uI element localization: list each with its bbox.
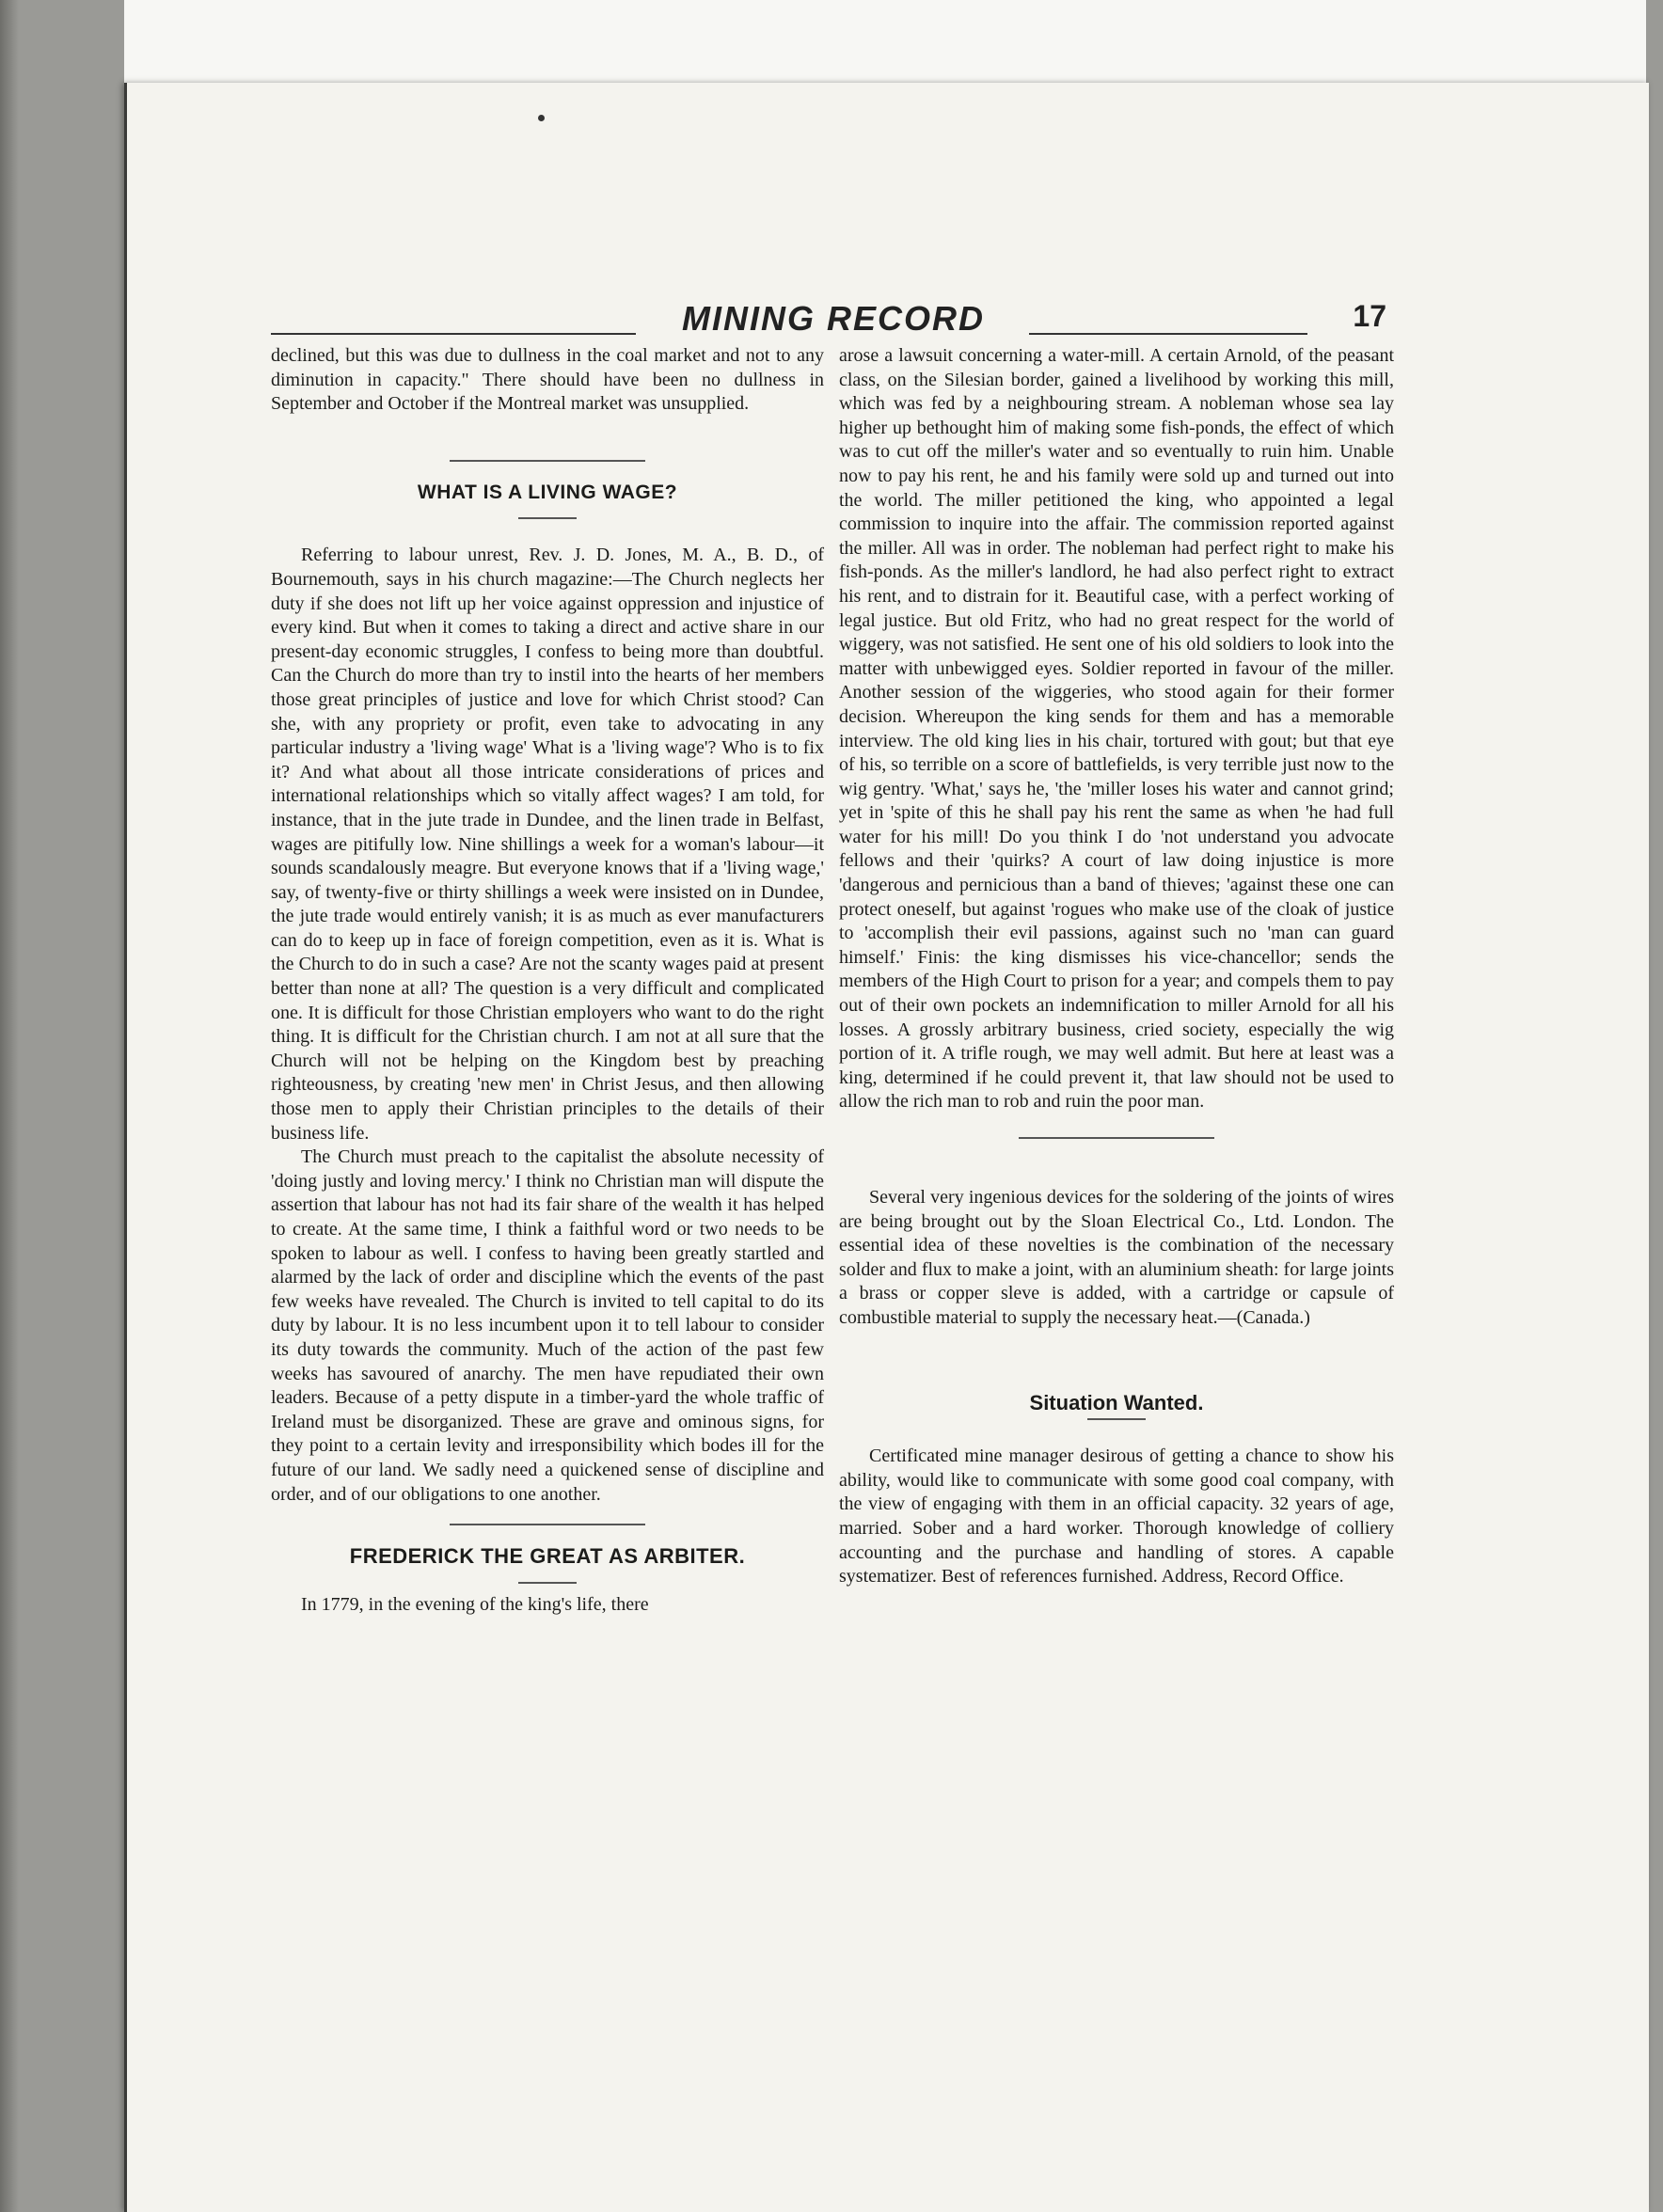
continued-text: declined, but this was due to dullness in the coal market and not to any diminution in capacity." There should have been no dullness in September and October if the Montreal market was unsupplied. [271,345,824,415]
section-divider [450,1524,645,1525]
header-rule-right [1029,333,1307,335]
article-heading-living-wage: WHAT IS A LIVING WAGE? [417,481,678,503]
article-heading-frederick: FREDERICK THE GREAT AS ARBITER. [349,1544,746,1569]
advert-heading-situation-wanted: Situation Wanted. [1029,1390,1204,1414]
scan-binding-edge [0,0,19,2212]
article-paragraph: Referring to labour unrest, Rev. J. D. Jones, M. A., B. D., of Bournemouth, says in his church magazine:—The Church neglects her duty if she does not lift up her voice against oppression and injustice of every kind. But when it comes to taking a direct and active share in our present-day economic struggles, I confess to being more than doubtful. Can the Church do more than try to instil into the hearts of her members those great principles of justice and love for which Christ stood? Can she, with any propriety or profit, even take to advocating in any particular industry a 'living wage' What is a 'living wage'? Who is to fix it? And what about all those intricate considerations of prices and international relationships which so vitally affect wages? I am told, for instance, that in the jute trade in Dundee, and the linen trade in Belfast, wages are pitifully low. Nine shillings a week for a woman's labour—it sounds scandalously meagre. But everyone knows that if a 'living wage,' say, of twenty-five or thirty shillings a week were insisted on in Dundee, the jute trade would entirely vanish; it is as much as ever manufacturers can do to keep up in face of foreign competition, even as it is. What is the Church to do in such a case? Are not the scanty wages paid at present better than none at all? The question is a very difficult and complicated one. It is difficult for those Christian employers who want to do the right thing. It is difficult for the Christian church. I am not at all sure that the Church will not be helping on the Kingdom best by preaching righteousness, by creating 'new men' in Christ Jesus, and then allowing those men to apply their Christian principles to the details of their business life. [271,545,824,1144]
scan-top-margin [124,0,1646,83]
advert-body: Certificated mine manager desirous of getting a chance to show his ability, would like to communicate with some good coal company, with the view of engaging with them in an official capacity. 32 years of age, married. Sober and a hard worker. Thorough knowledge of colliery accounting and the purchase and handling of stores. A capable systematizer. Best of references furnished. Address, Record Office. [839,1446,1394,1588]
right-column [839,344,1394,1589]
header-rule-left [271,333,636,335]
journal-title: MINING RECORD [682,299,985,338]
article-paragraph: The Church must preach to the capitalist the absolute necessity of 'doing justly and loving mercy.' I think no Christian man will dispute the assertion that labour has not had its fair share of the wealth it has helped to create. At the same time, I think a faithful word or two needs to be spoken to labour as well. I confess to having been greatly startled and alarmed by the lack of order and discipline which the events of the past few weeks have revealed. The Church is invited to tell capital to do its duty by labour. It is no less incumbent upon it to tell labour to consider its duty towards the community. Much of the action of the past few weeks has savoured of anarchy. The men have repudiated their own leaders. Because of a petty dispute in a timber-yard the whole traffic of Ireland must be disorganized. These are grave and ominous signs, for they point to a certain levity and irresponsibility which bodes ill for the future of our land. We sadly need a quickened sense of discipline and order, and of our obligations to one another. [271,1146,824,1505]
page-number: 17 [1353,299,1386,333]
ink-speck [538,115,545,121]
left-column [271,344,824,1617]
article-paragraph: arose a lawsuit concerning a water-mill. A certain Arnold, of the peasant class, on the Silesian border, gained a livelihood by working this mill, which was fed by a neighbouring stream. A nobleman whose sea lay higher up bethought him of making some fish-ponds, the effect of which was to cut off the miller's water and so eventually to ruin him. Unable now to pay his rent, he and his family were sold up and turned out into the world. The miller petitioned the king, who appointed a legal commission to inquire into the affair. The commission reported against the miller. All was in order. The nobleman had perfect right to make his fish-ponds. As the miller's landlord, he had also perfect right to extract his rent, and to distrain for it. Beautiful case, with a perfect working of legal justice. But old Fritz, who had no great respect for the world of wiggery, was not satisfied. He sent one of his old soldiers to look into the matter with unbewigged eyes. Soldier reported in favour of the miller. Another session of the wiggeries, who stood again for their former decision. Whereupon the king sends for them and has a memorable interview. The old king lies in his chair, tortured with gout; but that eye of his, so terrible on a score of battlefields, is very terrible just now to the wig gentry. 'What,' says he, 'the 'miller loses his water and cannot grind; yet in 'spite of this he shall pay his rent the same as when 'he had full water for his mill! Do you think I do 'not understand you advocate fellows and their 'quirks? A court of law doing injustice is more 'dangerous and pernicious than a band of thieves; 'against these one can protect oneself, but against 'rogues who make use of the cloak of justice to 'accomplish their evil passions, against such no 'man can guard himself.' Finis: the king dismisses his vice-chancellor; sends the members of the High Court to prison for a year; and compels them to pay out of their own pockets an indemnification to miller Arnold for all his losses. A grossly arbitrary business, cried society, especially the wig portion of it. A trifle rough, we may well admit. But here at least was a king, determined if he could prevent it, that law should not be used to allow the rich man to rob and ruin the poor man. [839,345,1394,1113]
article-paragraph: In 1779, in the evening of the king's life, there [301,1593,649,1615]
news-note-soldering: Several very ingenious devices for the soldering of the joints of wires are being brought out by the Sloan Electrical Co., Ltd. London. The essential idea of these novelties is the combination of the necessary solder and flux to make a joint, with an aluminium sheath: for large joints a brass or copper sleve is added, with a cartridge or capsule of combustible material to supply the necessary heat.—(Canada.) [839,1187,1394,1328]
section-divider [450,460,645,462]
running-header [271,299,1386,340]
